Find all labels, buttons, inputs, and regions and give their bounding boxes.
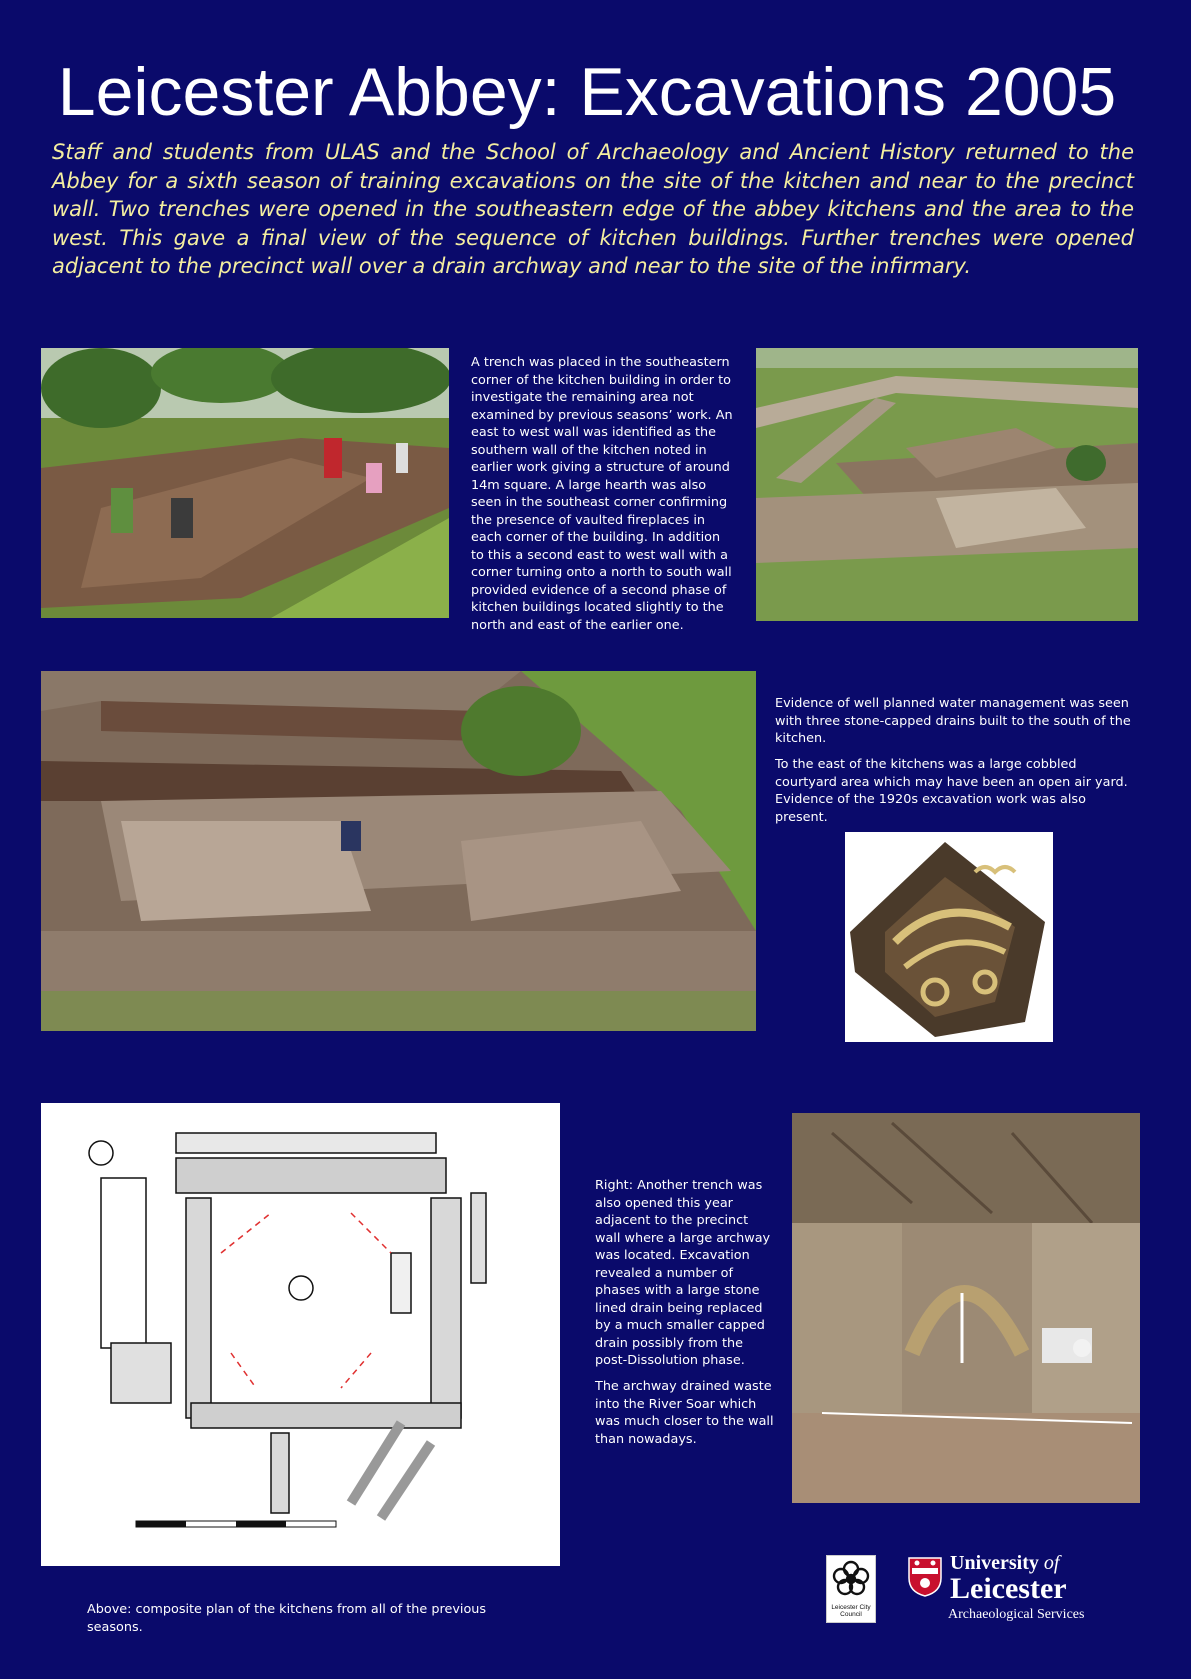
- water-management-text: Evidence of well planned water management was seen with three stone-capped drains built to the south of the kitchen.: [775, 696, 1131, 746]
- archaeological-services-label: Archaeological Services: [948, 1607, 1085, 1622]
- photo-kitchen-trench: [41, 671, 756, 1031]
- university-crest: [907, 1556, 943, 1598]
- city-council-label: Leicester City Council: [831, 1604, 871, 1618]
- photo-aerial-walls: [756, 348, 1138, 621]
- page-title: Leicester Abbey: Excavations 2005: [57, 54, 1117, 130]
- precinct-wall-text: Right: Another trench was also opened this year adjacent to the precinct wall where a large archway was located. Excavation revealed a number of phases with a large stone lined drain being replaced by a much smaller capped drain possibly from the post-Dissolution phase.: [595, 1178, 771, 1368]
- university-name: Leicester: [950, 1572, 1067, 1605]
- photo-tile-fragment: [845, 832, 1053, 1042]
- intro-paragraph: Staff and students from ULAS and the School of Archaeology and Ancient History returned to the Abbey for a sixth season of training excavations on the site of the kitchen and near to the precinct wall. Two trenches were opened in the southeastern edge of the abbey kitchens and the area to the west. This gave a final view of the sequence of kitchen buildings. Further trenches were opened adjacent to the precinct wall over a drain archway and near to the site of the infirmary.: [52, 140, 1134, 278]
- courtyard-text: To the east of the kitchens was a large cobbled courtyard area which may have been an open air yard. Evidence of the 1920s excavation work was also present.: [775, 757, 1128, 825]
- plan-kitchens: [41, 1103, 560, 1566]
- university-word: University: [950, 1552, 1039, 1574]
- university-wordmark: [950, 1552, 1100, 1604]
- kitchen-trench-text: A trench was placed in the southeastern corner of the kitchen building in order to investigate the remaining area not examined by previous seasons’ work. An east to west wall was identified as the southern wall of the kitchen noted in earlier work giving a structure of around 14m square. A large hearth was also seen in the southeast corner confirming the presence of vaulted fireplaces in each corner of the building. In addition to this a second east to west wall with a corner turning onto a north to south wall provided evidence of a second phase of kitchen buildings located slightly to the north and east of the earlier one.: [471, 355, 733, 633]
- university-of: of: [1043, 1552, 1060, 1574]
- photo-archway: [792, 1113, 1140, 1503]
- rose-icon: [827, 1556, 875, 1600]
- photo-trench-students: [41, 348, 449, 618]
- plan-caption: Above: composite plan of the kitchens from all of the previous seasons.: [87, 1602, 487, 1635]
- archway-drain-text: The archway drained waste into the River Soar which was much closer to the wall than nowadays.: [595, 1379, 774, 1447]
- city-council-logo: [826, 1555, 876, 1623]
